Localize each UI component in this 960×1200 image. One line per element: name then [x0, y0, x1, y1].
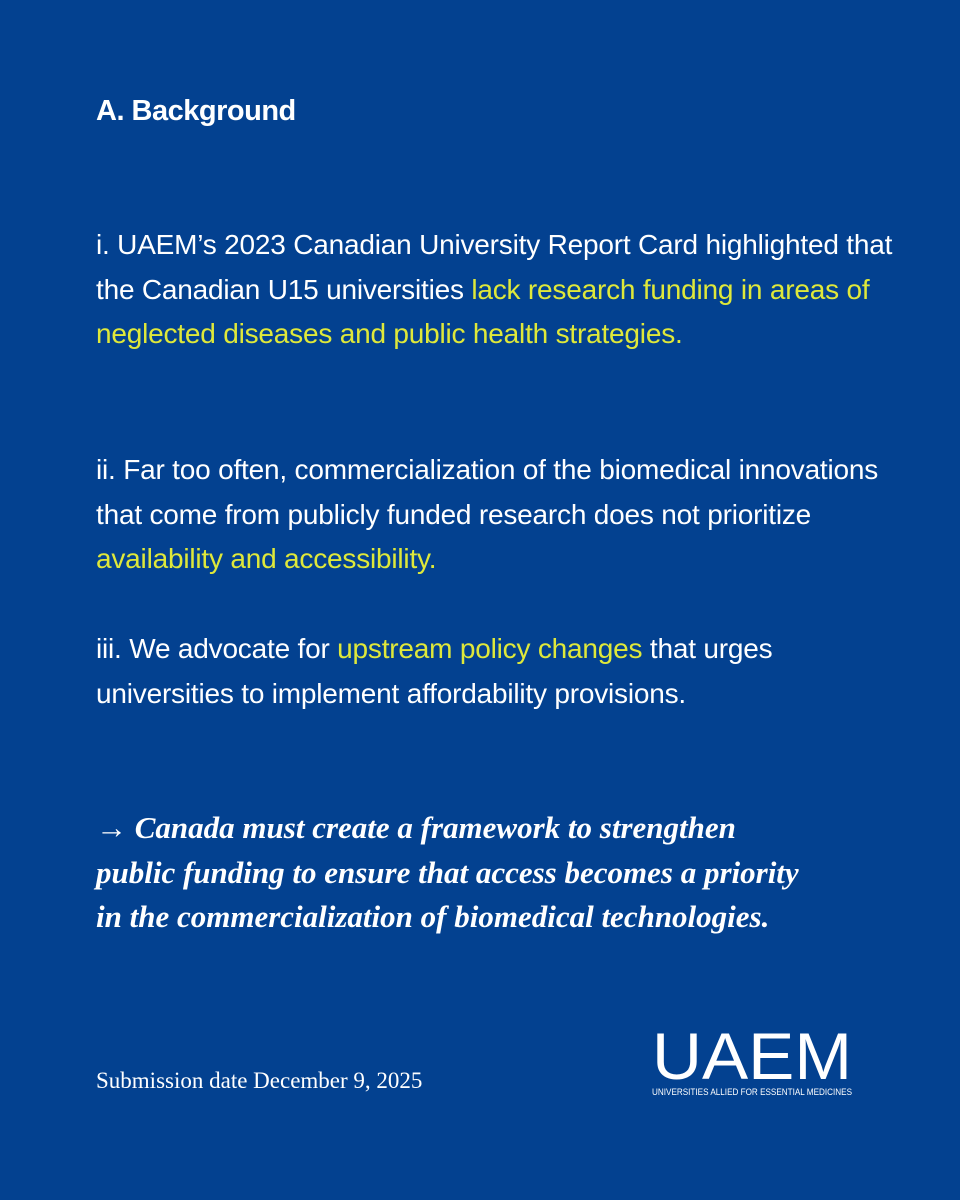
conclusion-line-3: in the commercialization of biomedical technologies.: [96, 899, 770, 934]
uaem-logo-tagline: Universities Allied for Essential Medicines: [652, 1087, 852, 1098]
conclusion-statement: [96, 806, 896, 940]
uaem-logo-mark: [652, 1024, 852, 1098]
paragraph-3: [96, 627, 896, 716]
conclusion-line-1: → Canada must create a framework to strengthen: [96, 810, 736, 845]
paragraph-1-highlight: lack research funding in areas of neglected diseases and public health strategies.: [96, 273, 870, 349]
paragraph-3-text-end: that urges universities to implement affordability provisions.: [96, 633, 773, 709]
uaem-logo: [648, 1024, 858, 1099]
submission-date: Submission date December 9, 2025: [96, 1068, 423, 1093]
uaem-logo-letters: UAEM: [652, 1024, 852, 1093]
paragraph-2: [96, 448, 896, 582]
paragraph-2-highlight: availability and accessibility.: [96, 543, 437, 574]
conclusion-line-2: public funding to ensure that access becomes a priority: [96, 854, 799, 890]
paragraph-2-text: ii. Far too often, commercialization of the biomedical innovations that come from publicly funded research does not prioritize: [96, 454, 879, 530]
paragraph-3-highlight: upstream policy changes: [337, 633, 643, 664]
paragraph-3-text: iii. We advocate for: [96, 633, 338, 664]
paragraph-1: [96, 223, 896, 357]
paragraph-1-text: i. UAEM’s 2023 Canadian University Report Card highlighted that the Canadian U15 universities: [96, 229, 893, 305]
section-heading: A. Background: [96, 95, 296, 127]
